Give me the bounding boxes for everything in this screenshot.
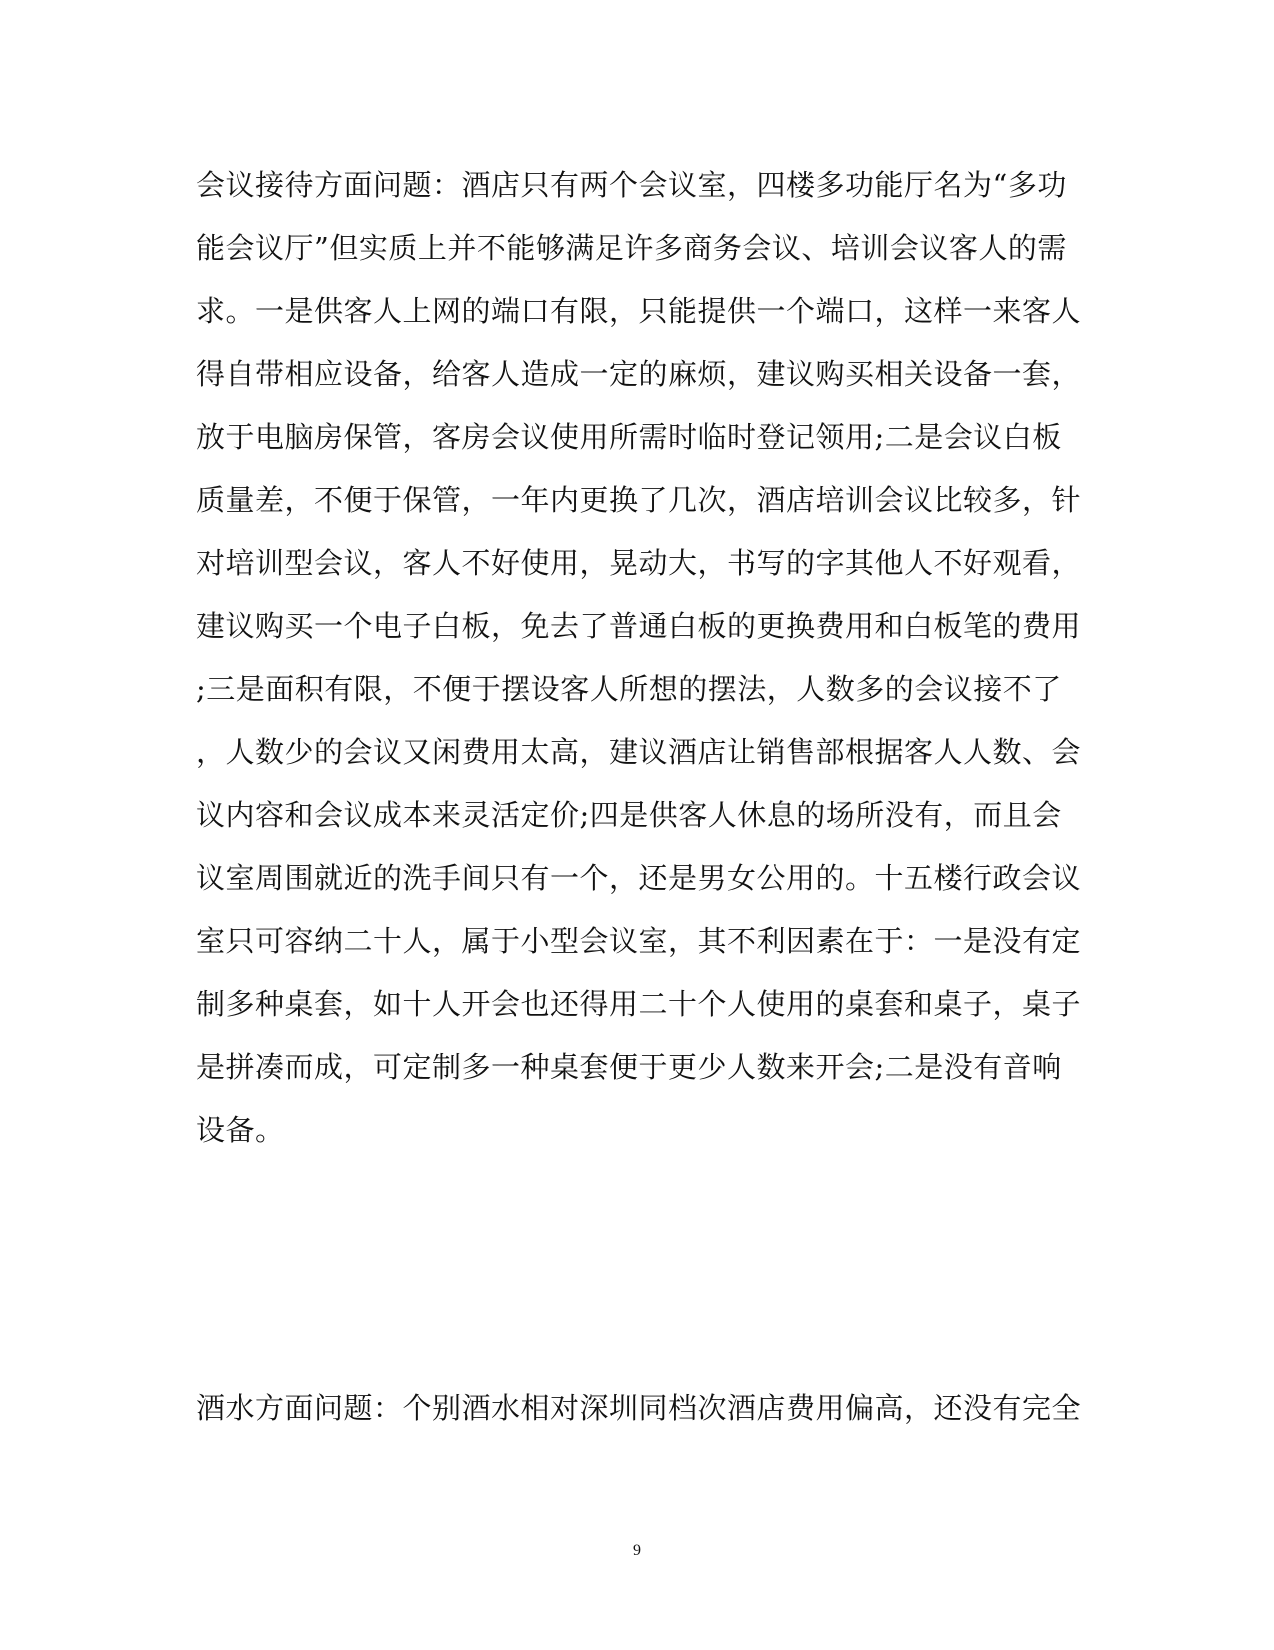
text-line: 能会议厅”但实质上并不能够满足许多商务会议、培训会议客人的需 xyxy=(196,231,1067,265)
text-line: 议内容和会议成本来灵活定价;四是供客人休息的场所没有，而且会 xyxy=(196,798,1062,832)
page-number: 9 xyxy=(633,1542,641,1559)
text-line: 酒水方面问题：个别酒水相对深圳同档次酒店费用偏高，还没有完全 xyxy=(196,1391,1082,1425)
text-line: 对培训型会议，客人不好使用，晃动大，书写的字其他人不好观看， xyxy=(196,546,1082,580)
text-line: 质量差，不便于保管，一年内更换了几次，酒店培训会议比较多，针 xyxy=(196,483,1082,517)
text-line: 放于电脑房保管，客房会议使用所需时临时登记领用;二是会议白板 xyxy=(196,420,1062,454)
text-line: 制多种桌套，如十人开会也还得用二十个人使用的桌套和桌子，桌子 xyxy=(196,987,1082,1021)
text-line: 议室周围就近的洗手间只有一个，还是男女公用的。十五楼行政会议 xyxy=(196,861,1082,895)
text-line: ;三是面积有限，不便于摆设客人所想的摆法，人数多的会议接不了 xyxy=(196,672,1062,706)
text-line: ，人数少的会议又闲费用太高，建议酒店让销售部根据客人人数、会 xyxy=(196,735,1082,769)
text-line: 室只可容纳二十人，属于小型会议室，其不利因素在于：一是没有定 xyxy=(196,924,1082,958)
text-line: 是拼凑而成，可定制多一种桌套便于更少人数来开会;二是没有音响 xyxy=(196,1050,1062,1084)
text-line: 设备。 xyxy=(196,1113,285,1147)
text-line: 求。一是供客人上网的端口有限，只能提供一个端口，这样一来客人 xyxy=(196,294,1082,328)
text-line: 会议接待方面问题：酒店只有两个会议室，四楼多功能厅名为“多功 xyxy=(196,168,1067,202)
text-line: 得自带相应设备，给客人造成一定的麻烦，建议购买相关设备一套， xyxy=(196,357,1082,391)
text-line: 建议购买一个电子白板，免去了普通白板的更换费用和白板笔的费用 xyxy=(196,609,1082,643)
